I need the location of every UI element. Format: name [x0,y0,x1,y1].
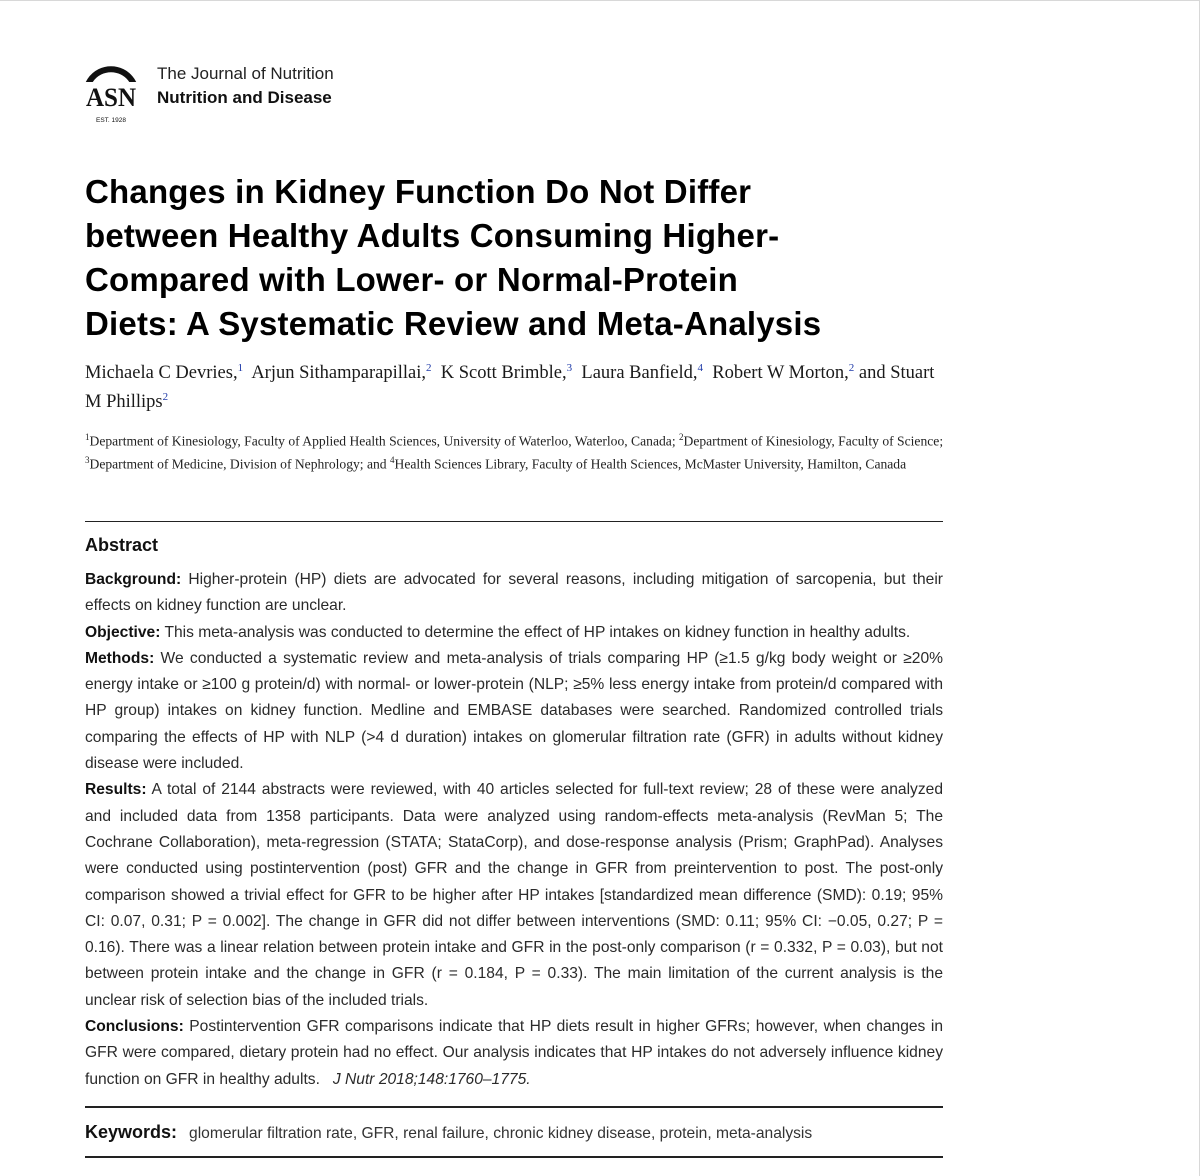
author-affil-ref[interactable]: 2 [426,362,432,374]
author-name: and Stuart M Phillips [85,363,935,413]
results-text: A total of 2144 abstracts were reviewed, with 40 articles selected for full-text review; 28 of these were analyzed and included data from 1358 participants. Data were analyzed using random-effects meta-analysis (RevMan 5; The Cochrane Collaboration), meta-regression (STATA; StataCorp), and dose-response analysis (Prism; GraphPad). Analyses were conducted using postintervention (post) GFR and the change in GFR from preintervention to post. The post-only comparison showed a trivial effect for GFR to be higher after HP intakes [standardized mean difference (SMD): 0.19; 95% CI: 0.07, 0.31; P = 0.002]. The change in GFR did not differ between interventions (SMD: 0.11; 95% CI: −0.05, 0.27; P = 0.16). There was a linear relation between protein intake and GFR in the post-only comparison (r = 0.332, P = 0.03), but not between protein intake and the change in GFR (r = 0.184, P = 0.33). The main limitation of the current analysis is the unclear risk of selection bias of the included trials. [85,781,943,1009]
divider [85,521,943,522]
affil-number: 2 [679,432,684,442]
affil-number: 4 [390,454,395,465]
keywords-text: glomerular filtration rate, GFR, renal failure, chronic kidney disease, protein, meta-analysis [189,1125,813,1142]
author-name: Robert W Morton, [712,363,849,384]
author-affil-ref[interactable]: 3 [566,362,573,374]
logo-est: EST. 1928 [96,117,126,124]
results-label: Results: [85,781,147,799]
conclusions-text: Postintervention GFR comparisons indicate that HP diets result in higher GFRs; however, when changes in GFR were compared, dietary protein had no effect. Our analysis indicates that HP intakes do not adversely influence kidney function on GFR in healthy adults. [85,1018,943,1088]
title-line: Compared with Lower- or Normal-Protein [85,261,738,298]
affil-text: Health Sciences Library, Faculty of Health Sciences, McMaster University, Hamilton, Canada [394,456,907,472]
affil-text: Department of Kinesiology, Faculty of Science; [683,433,944,449]
affil-text: Department of Medicine, Division of Nephrology; and [89,456,391,472]
affiliations [85,428,945,473]
title-line: between Healthy Adults Consuming Higher- [85,217,780,254]
abstract-background [85,567,943,620]
author-name: Laura Banfield, [581,363,698,384]
keywords [85,1122,943,1143]
author-affil-ref[interactable]: 1 [237,362,244,374]
author-name: Arjun Sithamparapillai, [251,363,426,384]
asn-logo [80,62,142,128]
divider [85,1106,943,1108]
abstract-results [85,777,943,1014]
objective-label: Objective: [85,623,161,641]
article-title [85,170,985,346]
affil-text: Department of Kinesiology, Faculty of Applied Health Sciences, University of Waterloo, Waterloo, Canada; [89,433,679,449]
affil-number: 1 [85,432,90,442]
author-affil-ref[interactable]: 2 [162,391,169,404]
methods-label: Methods: [85,649,155,667]
abstract-body [85,567,943,1093]
objective-text: This meta-analysis was conducted to determine the effect of HP intakes on kidney function in healthy adults. [160,623,911,641]
background-label: Background: [85,571,182,588]
journal-name: The Journal of Nutrition [157,64,334,83]
abstract-conclusions [85,1014,943,1093]
conclusions-label: Conclusions: [85,1018,184,1036]
author-affil-ref[interactable]: 4 [697,362,703,374]
logo-text: ASN [86,83,137,112]
author-name: K Scott Brimble, [440,363,567,384]
title-line: Changes in Kidney Function Do Not Differ [85,173,752,210]
author-list [85,356,945,414]
page-top-edge [0,0,1200,1]
methods-text: We conducted a systematic review and meta-analysis of trials comparing HP (≥1.5 g/kg body weight or ≥20% energy intake or ≥100 g protein/d) with normal- or lower-protein (NLP; ≥5% less energy intake from protein/d compared with HP group) intakes on kidney function. Medline and EMBASE databases were searched. Randomized controlled trials comparing the effects of HP with NLP (>4 d duration) intakes on glomerular filtration rate (GFR) in adults without kidney disease were included. [85,649,943,773]
keywords-label: Keywords: [85,1122,178,1142]
abstract-heading: Abstract [85,535,159,555]
affil-number: 3 [85,454,90,465]
section-name: Nutrition and Disease [157,88,332,107]
citation: J Nutr 2018;148:1760–1775. [332,1070,531,1088]
abstract-methods [85,646,943,777]
author-affil-ref[interactable]: 2 [848,362,855,374]
title-line: Diets: A Systematic Review and Meta-Analysis [85,305,822,342]
author-name: Michaela C Devries, [85,363,238,384]
background-text: Higher-protein (HP) diets are advocated for several reasons, including mitigation of sarcopenia, but their effects on kidney function are unclear. [85,571,943,615]
abstract-objective [85,620,943,646]
divider [85,1156,943,1158]
